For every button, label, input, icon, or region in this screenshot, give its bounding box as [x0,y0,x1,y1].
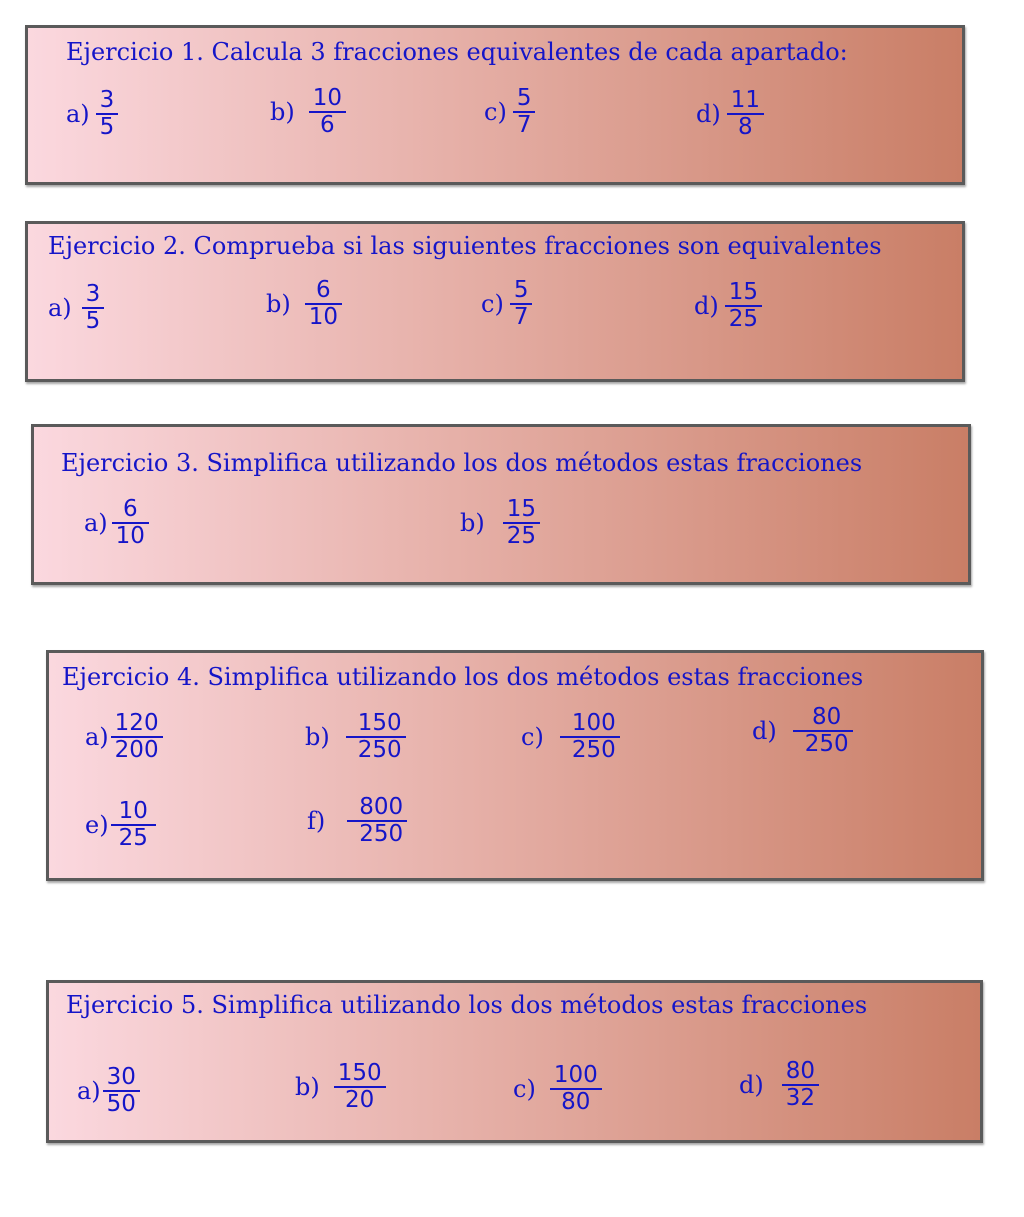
exercise-3-box [31,424,971,585]
fraction [82,282,105,334]
fraction-item [460,497,542,549]
numerator: 10 [312,85,343,111]
denominator: 50 [106,1091,136,1117]
denominator: 10 [115,523,145,549]
numerator: 15 [506,496,537,522]
denominator: 250 [359,821,404,847]
denominator: 25 [118,825,148,851]
fraction [346,711,406,763]
item-label: c) [513,1075,536,1103]
item-label: b) [266,290,291,318]
fraction [110,497,151,549]
numerator: 6 [316,277,331,303]
fraction-item [85,711,163,763]
item-label: d) [694,292,719,320]
item-label: b) [270,98,295,126]
fraction-item [266,278,342,330]
numerator: 15 [728,279,759,305]
item-label: c) [521,723,544,751]
fraction [103,1065,140,1117]
exercise-2-box [25,221,965,382]
denominator: 7 [516,112,532,138]
fraction [727,88,764,140]
denominator: 8 [738,114,753,140]
denominator: 7 [513,304,529,330]
fraction [782,1059,819,1111]
item-label: d) [739,1071,764,1099]
denominator: 5 [99,114,115,140]
numerator: 3 [85,281,101,307]
denominator: 10 [308,304,339,330]
denominator: 20 [345,1087,375,1113]
fraction [510,278,533,330]
item-label: b) [305,723,330,751]
fraction [513,86,536,138]
exercise-title: Ejercicio 1. Calcula 3 fracciones equivalentes de cada apartado: [66,38,848,66]
fraction [305,278,342,330]
numerator: 150 [357,710,402,736]
fraction [550,1063,602,1115]
fraction [501,497,542,549]
fraction-item [696,88,764,140]
denominator: 25 [728,306,759,332]
item-label: f) [307,807,326,835]
numerator: 6 [122,496,138,522]
fraction [111,799,156,851]
fraction-item [307,795,407,847]
fraction [560,711,620,763]
denominator: 32 [785,1085,816,1111]
numerator: 80 [785,1058,816,1084]
numerator: 10 [118,798,148,824]
exercise-4-box [46,650,984,881]
numerator: 100 [553,1062,598,1088]
fraction-item [77,1065,140,1117]
fraction-item [48,282,104,334]
numerator: 120 [114,710,159,736]
item-label: a) [85,723,109,751]
fraction-item [295,1061,386,1113]
item-label: a) [84,509,108,537]
fraction [309,86,346,138]
numerator: 5 [513,277,529,303]
fraction-item [481,278,532,330]
exercise-title: Ejercicio 5. Simplifica utilizando los dos métodos estas fracciones [66,991,868,1019]
item-label: b) [460,509,485,537]
item-label: c) [481,290,504,318]
denominator: 250 [571,737,616,763]
numerator: 11 [730,87,761,113]
fraction-item [305,711,406,763]
fraction-item [270,86,346,138]
denominator: 6 [320,112,335,138]
fraction [111,711,163,763]
item-label: a) [48,294,72,322]
item-label: a) [77,1077,101,1105]
exercise-title: Ejercicio 3. Simplifica utilizando los dos métodos estas fracciones [61,449,863,477]
numerator: 5 [516,85,532,111]
item-label: e) [85,811,109,839]
numerator: 800 [359,794,404,820]
fraction-item [84,497,151,549]
denominator: 250 [804,731,849,757]
fraction [96,88,119,140]
fraction [793,705,853,757]
fraction-item [513,1063,602,1115]
fraction-item [484,86,535,138]
item-label: b) [295,1073,320,1101]
item-label: d) [696,100,721,128]
item-label: d) [752,717,777,745]
numerator: 80 [812,704,842,730]
numerator: 150 [337,1060,382,1086]
fraction [347,795,407,847]
exercise-5-box [46,980,983,1143]
fraction-item [694,280,762,332]
numerator: 30 [106,1064,136,1090]
denominator: 25 [506,523,537,549]
exercise-1-box [25,25,965,185]
denominator: 5 [85,308,101,334]
fraction [725,280,762,332]
item-label: a) [66,100,90,128]
fraction-item [739,1059,819,1111]
fraction-item [752,705,853,757]
exercise-title: Ejercicio 4. Simplifica utilizando los dos métodos estas fracciones [62,663,864,691]
denominator: 250 [357,737,402,763]
fraction-item [85,799,156,851]
denominator: 200 [114,737,159,763]
numerator: 100 [571,710,616,736]
denominator: 80 [561,1089,591,1115]
fraction-item [521,711,620,763]
item-label: c) [484,98,507,126]
numerator: 3 [99,87,115,113]
exercise-title: Ejercicio 2. Comprueba si las siguientes fracciones son equivalentes [48,232,882,260]
fraction [334,1061,386,1113]
fraction-item [66,88,118,140]
